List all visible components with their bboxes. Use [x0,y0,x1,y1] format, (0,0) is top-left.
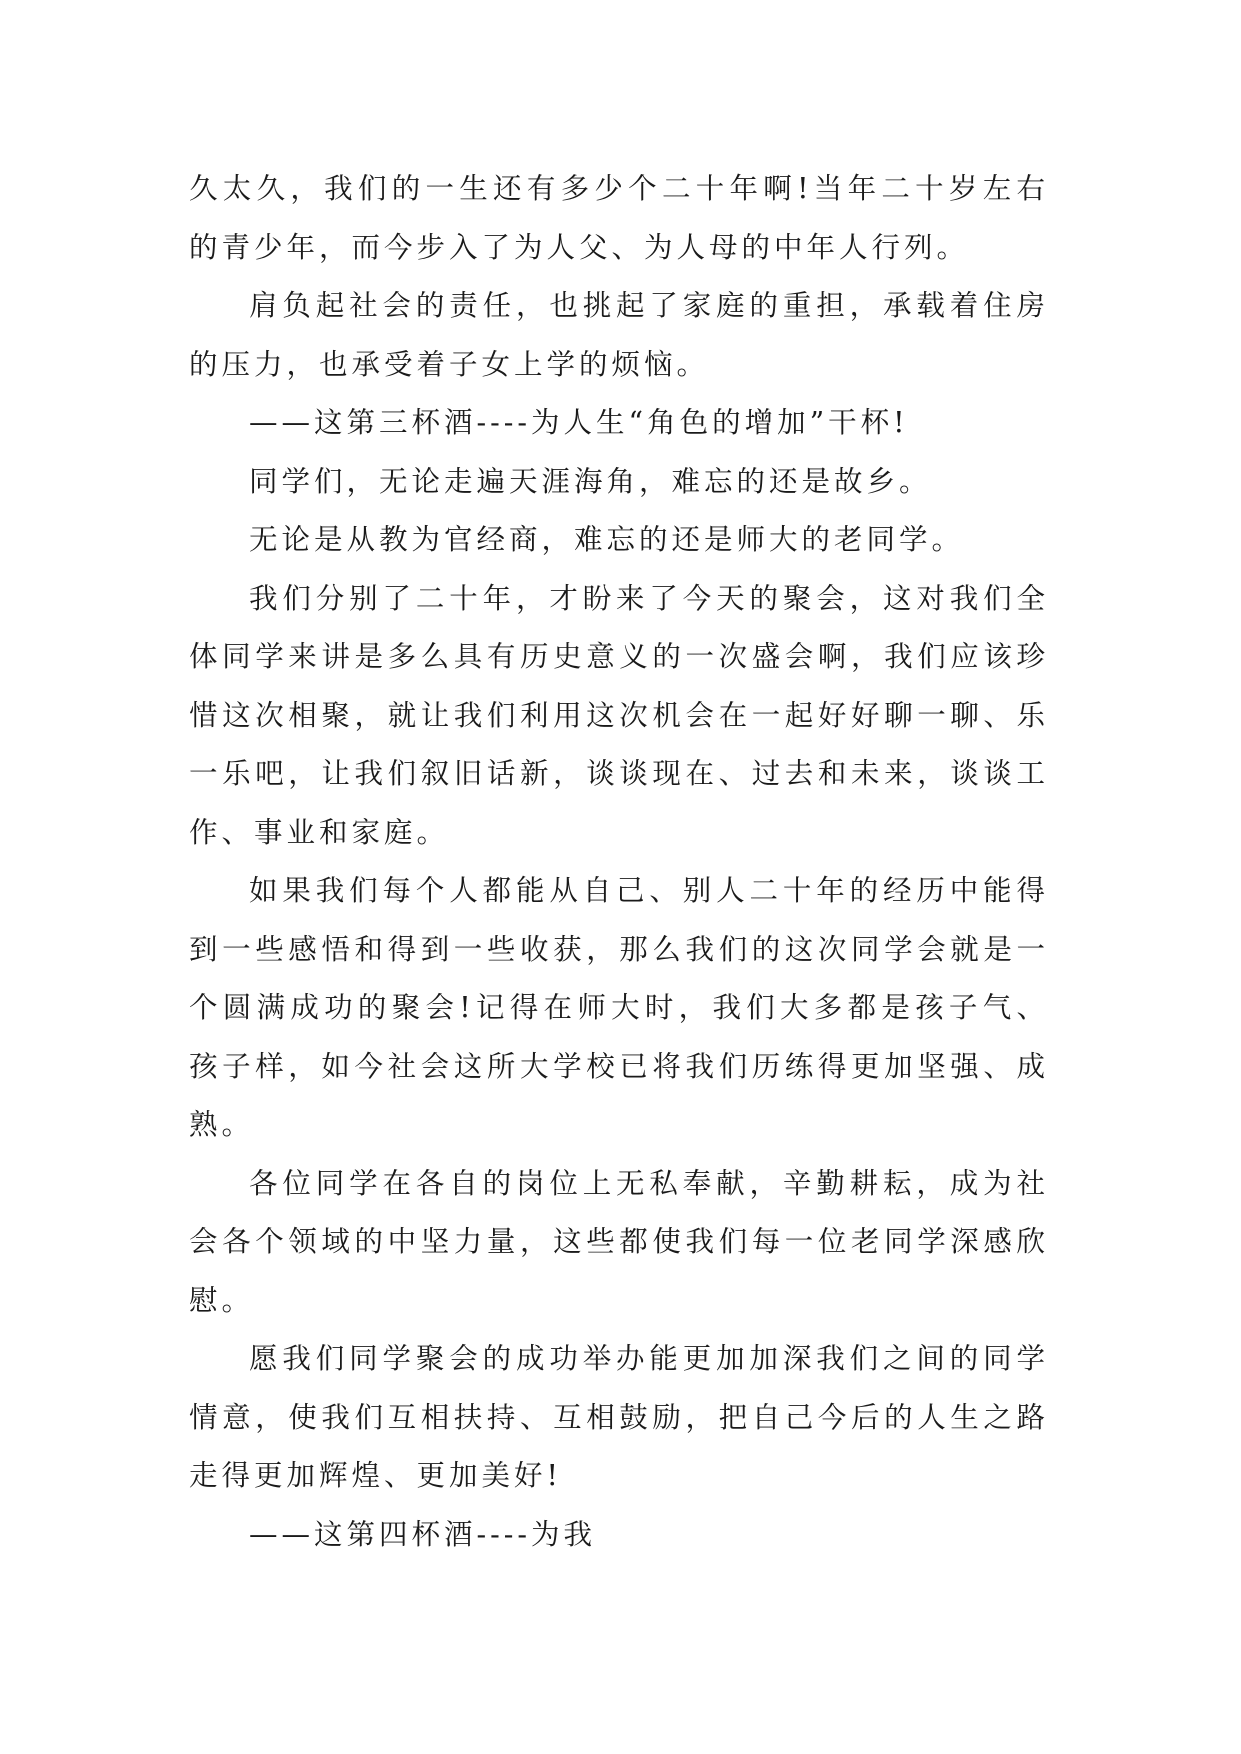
paragraph-7: 如果我们每个人都能从自己、别人二十年的经历中能得到一些感悟和得到一些收获，那么我们的这次同学会就是一个圆满成功的聚会!记得在师大时，我们大多都是孩子气、孩子样，如今社会这所大学校已将我们历练得更加坚强、成熟。 [189,874,1049,1141]
paragraph-1: 久太久，我们的一生还有多少个二十年啊!当年二十岁左右的青少年，而今步入了为人父、为人母的中年人行列。 [189,172,1049,264]
paragraph-6: 我们分别了二十年，才盼来了今天的聚会，这对我们全体同学来讲是多么具有历史意义的一次盛会啊，我们应该珍惜这次相聚，就让我们利用这次机会在一起好好聊一聊、乐一乐吧，让我们叙旧话新，谈谈现在、过去和未来，谈谈工作、事业和家庭。 [189,581,1049,849]
paragraph-8: 各位同学在各自的岗位上无私奉献，辛勤耕耘，成为社会各个领域的中坚力量，这些都使我们每一位老同学深感欣慰。 [189,1166,1049,1317]
paragraph-10-toast-four: ——这第四杯酒----为我 [249,1517,597,1551]
paragraph-3-toast-three: ——这第三杯酒----为人生“角色的增加”干杯! [249,406,909,439]
paragraph-9: 愿我们同学聚会的成功举办能更加加深我们之间的同学情意，使我们互相扶持、互相鼓励，把自己今后的人生之路走得更加辉煌、更加美好! [189,1342,1049,1492]
document-body [189,160,1049,1564]
paragraph-2: 肩负起社会的责任，也挑起了家庭的重担，承载着住房的压力，也承受着子女上学的烦恼。 [189,289,1049,381]
paragraph-4: 同学们，无论走遍天涯海角，难忘的还是故乡。 [249,464,932,498]
paragraph-5: 无论是从教为官经商，难忘的还是师大的老同学。 [249,523,965,556]
